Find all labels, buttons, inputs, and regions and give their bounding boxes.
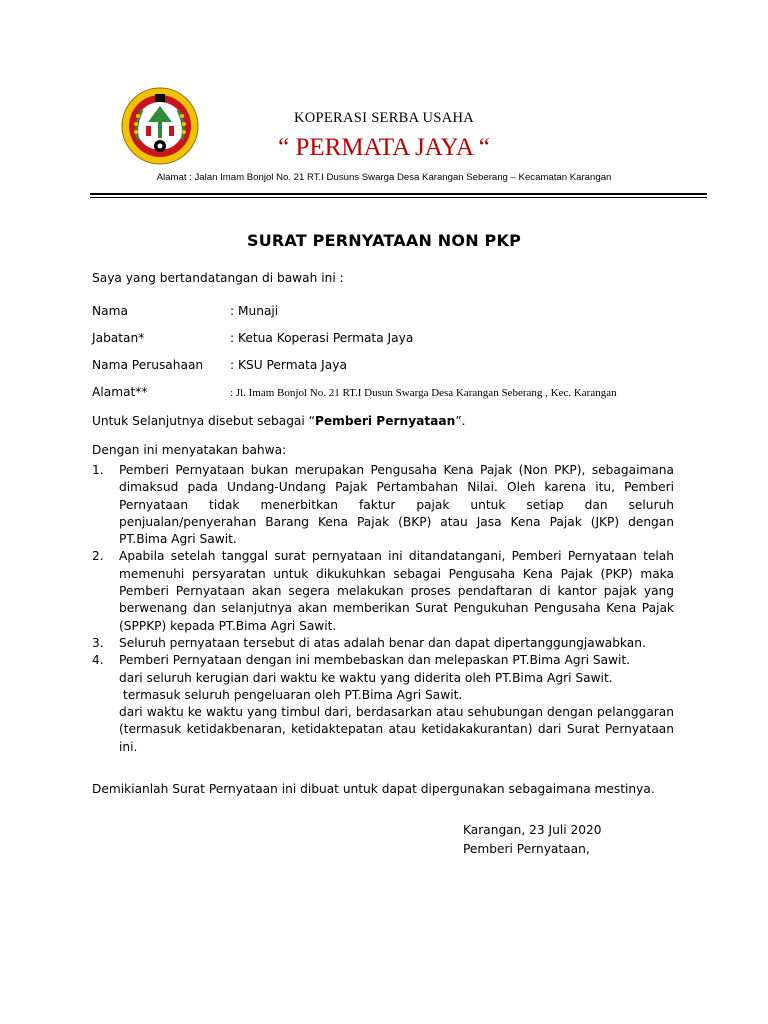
letterhead-divider-thick [90,193,707,195]
list-item-text: Apabila setelah tanggal surat pernyataan ini ditandatangani, Pemberi Pernyataan telah memenuhi persyaratan untuk dikukuhkan sebagai Pengusaha Kena Pajak (PKP) maka Pemberi Pernyataan akan segera melakukan proses pendaftaran di kantor pajak yang berwenang dan selanjutnya akan memberikan Surat Pengukuhan Pengusaha Kena Pajak (SPPKP) kepada PT.Bima Agri Sawit. [119,549,674,633]
designation-term: Pemberi Pernyataan [314,414,456,428]
list-item-number: 4. [92,653,104,668]
designation-suffix: ”. [455,414,466,428]
list-item-line: dari seluruh kerugian dari waktu ke waktu yang diderita oleh PT.Bima Agri Sawit. [119,670,613,685]
field-label-address: Alamat** [92,385,148,399]
field-value-name: : Munaji [230,304,279,318]
organization-name: “ PERMATA JAYA “ [278,134,490,161]
designation-sentence [92,414,466,428]
list-item-line: termasuk seluruh pengeluaran oleh PT.Bima Agri Sawit. [123,687,463,702]
list-item-line: dari waktu ke waktu yang timbul dari, berdasarkan atau sehubungan dengan pelanggaran (termasuk ketidakbenaran, ketidaktepatan atau ketidakakurantan) dari Surat Pernyataan ini. [119,705,674,754]
list-item-body [119,652,674,756]
designation-prefix: Untuk Selanjutnya disebut sebagai “ [92,414,315,428]
organization-type: KOPERASI SERBA USAHA [293,110,475,126]
list-item-number: 3. [92,635,104,650]
organization-address: Alamat : Jalan Imam Bonjol No. 21 RT.I Dusuns Swarga Desa Karangan Seberang – Kecamatan Karangan [156,172,612,183]
signature-place-date: Karangan, 23 Juli 2020 [463,823,602,837]
document-title: SURAT PERNYATAAN NON PKP [246,231,522,250]
list-item-number: 1. [92,463,104,477]
field-value-position: : Ketua Koperasi Permata Jaya [230,331,414,345]
list-item [92,652,674,756]
field-value-company: : KSU Permata Jaya [230,358,347,372]
closing-sentence: Demikianlah Surat Pernyataan ini dibuat untuk dapat dipergunakan sebagaimana mestinya. [92,782,655,796]
list-item-number: 2. [92,549,104,564]
statement-intro: Dengan ini menyatakan bahwa: [92,443,287,457]
list-item [92,548,674,634]
field-value-address: : Jl. Imam Bonjol No. 21 RT.I Dusun Swarga Desa Karangan Seberang , Kec. Karangan [230,387,617,399]
list-item [92,635,674,652]
list-item-text: Pemberi Pernyataan bukan merupakan Pengusaha Kena Pajak (Non PKP), sebagaimana dimaksud pada Undang-Undang Pajak Pertambahan Nilai. Oleh karena itu, Pemberi Pernyataan tidak menerbitkan faktur pajak untuk setiap dan seluruh penjualan/penyerahan Barang Kena Pajak (BKP) atau Jasa Kena Pajak (JKP) dengan PT.Bima Agri Sawit. [119,463,674,547]
field-label-name: Nama [92,304,128,318]
intro-text: Saya yang bertandatangan di bawah ini : [92,271,344,285]
list-item-text: Seluruh pernyataan tersebut di atas adalah benar dan dapat dipertanggungjawabkan. [119,635,646,650]
field-label-position: Jabatan* [92,331,145,345]
letterhead-divider-thin [90,197,707,198]
statement-list [92,462,674,756]
list-item-line: Pemberi Pernyataan dengan ini membebaskan dan melepaskan PT.Bima Agri Sawit. [119,653,631,668]
field-label-company: Nama Perusahaan [92,358,204,372]
list-item [92,462,674,548]
signature-role: Pemberi Pernyataan, [463,842,590,856]
